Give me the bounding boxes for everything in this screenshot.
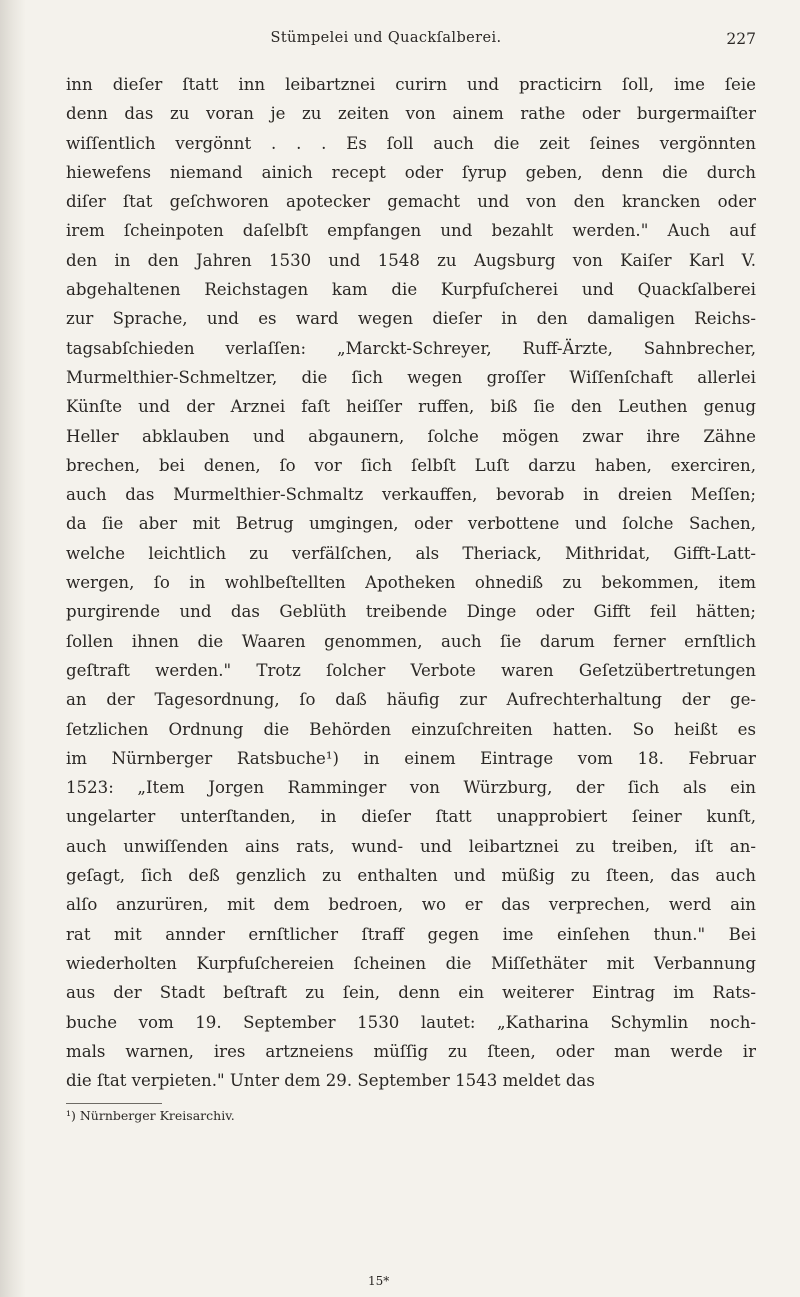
page-header [66, 30, 756, 60]
text-line: denn das zu voran je zu zeiten von ainem rathe oder burgermaiſter [66, 104, 756, 124]
footnote: ¹) Nürnberger Kreisarchiv. [66, 1108, 235, 1124]
book-binding-shadow [0, 0, 26, 1297]
text-line: auch das Murmelthier-Schmaltz verkauffen, bevorab in dreien Meſſen; [66, 485, 756, 505]
text-line: wiederholten Kurpfuſchereien ſcheinen die Miſſethäter mit Verbannung [66, 953, 756, 973]
text-line: irem ſcheinpoten daſelbſt empfangen und bezahlt werden." Auch auf [66, 221, 756, 241]
text-line: Künſte und der Arznei faſt heiſſer ruffen, biß ſie den Leuthen genug [66, 397, 756, 417]
text-line: purgirende und das Geblüth treibende Dinge oder Gifft feil hätten; [66, 602, 756, 622]
text-line: Murmelthier-Schmeltzer, die ſich wegen groſſer Wiſſenſchaft allerlei [66, 367, 756, 387]
text-line: geſagt, ſich deß genzlich zu enthalten und müßig zu ſteen, das auch [66, 866, 756, 886]
text-line: tagsabſchieden verlaſſen: „Marckt-Schreyer, Ruff-Ärzte, Sahnbrecher, [66, 338, 756, 358]
text-line: aus der Stadt beſtraft zu ſein, denn ein weiterer Eintrag im Rats- [66, 983, 756, 1003]
text-line: 1523: „Item Jorgen Ramminger von Würzburg, der ſich als ein [66, 778, 756, 798]
text-line: im Nürnberger Ratsbuche¹) in einem Eintrage vom 18. Februar [66, 748, 756, 768]
text-line: die ſtat verpieten." Unter dem 29. September 1543 meldet das [66, 1071, 595, 1091]
text-line: ungelarter unterſtanden, in dieſer ſtatt unapprobiert ſeiner kunſt, [66, 807, 756, 827]
text-line: brechen, bei denen, ſo vor ſich ſelbſt Luſt darzu haben, exerciren, [66, 455, 756, 475]
footnote-rule [66, 1103, 162, 1104]
printer-signature: 15* [368, 1274, 390, 1288]
text-line: wiſſentlich vergönnt . . . Es ſoll auch die zeit ſeines vergönnten [66, 133, 756, 153]
book-page [66, 30, 756, 1125]
text-line: welche leichtlich zu verfälſchen, als Theriack, Mithridat, Gifft-Latt- [66, 543, 756, 563]
text-line: alſo anzurüren, mit dem bedroen, wo er das verprechen, werd ain [66, 895, 756, 915]
text-line: ſetzlichen Ordnung die Behörden einzuſchreiten hatten. So heißt es [66, 719, 756, 739]
text-line: inn dieſer ſtatt inn leibartznei curirn und practicirn ſoll, ime ſeie [66, 75, 756, 94]
text-line: Heller abklauben und abgaunern, ſolche mögen zwar ihre Zähne [66, 426, 756, 446]
text-line: da ſie aber mit Betrug umgingen, oder verbottene und ſolche Sachen, [66, 514, 756, 534]
text-line: den in den Jahren 1530 und 1548 zu Augsburg von Kaiſer Karl V. [66, 250, 756, 270]
text-line: an der Tagesordnung, ſo daß häufig zur Aufrechterhaltung der ge- [66, 690, 756, 710]
running-head: Stümpelei und Quackſalberei. [270, 30, 502, 46]
text-line: abgehaltenen Reichstagen kam die Kurpfuſcherei und Quackſalberei [66, 280, 756, 300]
text-line: geſtraft werden." Trotz ſolcher Verbote waren Geſetzübertretungen [66, 660, 756, 680]
page-number: 227 [726, 30, 756, 48]
text-line: mals warnen, ires artzneiens müſſig zu ſteen, oder man werde ir [66, 1041, 756, 1061]
body-text [66, 70, 756, 1095]
text-line: auch unwiſſenden ains rats, wund- und leibartznei zu treiben, iſt an- [66, 836, 756, 856]
text-line: zur Sprache, und es ward wegen dieſer in den damaligen Reichs- [66, 309, 756, 329]
text-line: rat mit annder ernſtlicher ſtraff gegen ime einſehen thun." Bei [66, 924, 756, 944]
text-line: diſer ſtat geſchworen apotecker gemacht und von den krancken oder [66, 192, 756, 212]
text-line: wergen, ſo in wohlbeſtellten Apotheken ohnediß zu bekommen, item [66, 573, 756, 593]
text-line: ſollen ihnen die Waaren genommen, auch ſie darum ferner ernſtlich [66, 631, 756, 651]
text-line: buche vom 19. September 1530 lautet: „Katharina Schymlin noch- [66, 1012, 756, 1032]
text-line: hiewefens niemand ainich recept oder ſyrup geben, denn die durch [66, 162, 756, 182]
